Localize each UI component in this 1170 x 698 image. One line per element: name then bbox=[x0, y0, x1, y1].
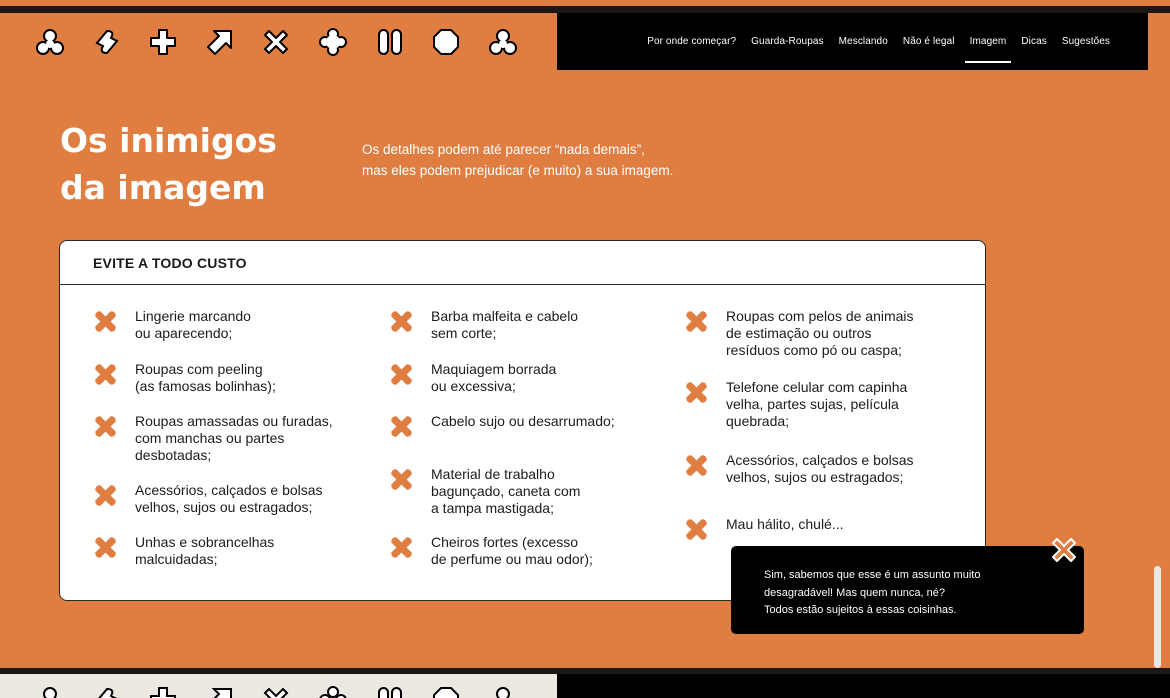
list-item-text: Cabelo sujo ou desarrumado; bbox=[431, 413, 615, 429]
next-section-icon-bar bbox=[36, 686, 545, 698]
arrow-icon bbox=[206, 686, 234, 698]
x-mark-icon bbox=[389, 467, 414, 492]
list-item bbox=[389, 308, 578, 342]
list-item-text: Material de trabalho bagunçado, caneta com a tampa mastigada; bbox=[431, 466, 581, 516]
nav-item-guarda-roupas[interactable]: Guarda-Roupas bbox=[751, 36, 824, 47]
list-item-text: Cheiros fortes (excesso de perfume ou mau odor); bbox=[431, 534, 593, 567]
x-mark-icon bbox=[93, 309, 118, 334]
nav-item-imagem[interactable]: Imagem bbox=[969, 36, 1007, 47]
arrow-icon bbox=[206, 28, 234, 56]
trefoil-icon bbox=[36, 686, 64, 698]
list-item-text: Acessórios, calçados e bolsas velhos, sujos ou estragados; bbox=[726, 452, 914, 485]
trefoil-icon bbox=[36, 28, 64, 56]
list-item-text: Roupas amassadas ou furadas, com manchas ou partes desbotadas; bbox=[135, 413, 333, 463]
list-item bbox=[684, 379, 907, 430]
octagon-icon bbox=[432, 28, 460, 56]
list-item bbox=[93, 308, 251, 342]
trefoil-icon bbox=[489, 28, 517, 56]
scrollbar-thumb[interactable] bbox=[1154, 566, 1161, 668]
list-item bbox=[389, 534, 593, 568]
decorative-icon-bar bbox=[0, 13, 557, 70]
list-item bbox=[684, 308, 914, 359]
main-nav bbox=[557, 13, 1148, 70]
list-item bbox=[389, 361, 556, 395]
x-mark-icon bbox=[684, 380, 709, 405]
list-item bbox=[684, 452, 914, 486]
swirl-icon bbox=[93, 686, 121, 698]
flower-icon bbox=[319, 686, 347, 698]
flower-icon bbox=[319, 28, 347, 56]
list-item-text: Roupas com peeling (as famosas bolinhas); bbox=[135, 361, 276, 394]
intro-text bbox=[362, 139, 782, 181]
list-item-text: Unhas e sobrancelhas malcuidadas; bbox=[135, 534, 275, 567]
list-item bbox=[389, 413, 615, 439]
list-item-text: Barba malfeita e cabelo sem corte; bbox=[431, 308, 579, 341]
card-heading: EVITE A TODO CUSTO bbox=[60, 241, 985, 285]
x-mark-icon bbox=[684, 453, 709, 478]
x-mark-icon bbox=[93, 362, 118, 387]
list-item bbox=[93, 482, 323, 516]
pause-icon bbox=[376, 28, 404, 56]
list-item-text: Lingerie marcando ou aparecendo; bbox=[135, 308, 251, 341]
pause-icon bbox=[376, 686, 404, 698]
intro-line-2: mas eles podem prejudicar (e muito) a sua imagem. bbox=[362, 163, 674, 178]
nav-item-por-onde-comecar[interactable]: Por onde começar? bbox=[647, 36, 737, 47]
list-item bbox=[684, 516, 844, 542]
plus-icon bbox=[149, 686, 177, 698]
page-title-line-2: da imagem bbox=[60, 168, 266, 207]
swirl-icon bbox=[93, 28, 121, 56]
nav-item-dicas[interactable]: Dicas bbox=[1021, 36, 1047, 47]
next-section-preview bbox=[0, 674, 557, 698]
list-item-text: Maquiagem borrada ou excessiva; bbox=[431, 361, 557, 394]
list-item-text: Telefone celular com capinha velha, partes sujas, película quebrada; bbox=[726, 379, 908, 429]
list-item bbox=[93, 413, 333, 464]
next-section-nav-preview bbox=[557, 674, 1170, 698]
x-mark-icon bbox=[93, 483, 118, 508]
list-item-text: Roupas com pelos de animais de estimação ou outros resíduos como pó ou caspa; bbox=[726, 308, 914, 358]
info-tooltip bbox=[731, 546, 1084, 634]
nav-item-mesclando[interactable]: Mesclando bbox=[838, 36, 888, 47]
nav-item-nao-e-legal[interactable]: Não é legal bbox=[902, 36, 955, 47]
x-cross-icon bbox=[262, 686, 290, 698]
x-mark-icon bbox=[389, 535, 414, 560]
list-item-text: Mau hálito, chulé... bbox=[726, 516, 844, 532]
tooltip-text: Sim, sabemos que esse é um assunto muito desagradável! Mas quem nunca, né? Todos estão sujeitos à essas coisinhas. bbox=[764, 569, 981, 616]
nav-item-sugestoes[interactable]: Sugestões bbox=[1061, 36, 1110, 47]
list-item-text: Acessórios, calçados e bolsas velhos, sujos ou estragados; bbox=[135, 482, 323, 515]
octagon-icon bbox=[432, 686, 460, 698]
x-mark-icon bbox=[93, 414, 118, 439]
x-mark-icon bbox=[684, 309, 709, 334]
x-mark-icon bbox=[93, 535, 118, 560]
intro-line-1: Os detalhes podem até parecer “nada demais”, bbox=[362, 142, 645, 157]
page-title bbox=[60, 117, 360, 211]
list-item bbox=[389, 466, 580, 517]
plus-icon bbox=[149, 28, 177, 56]
list-item bbox=[93, 534, 274, 568]
x-mark-icon bbox=[389, 362, 414, 387]
x-mark-icon bbox=[684, 517, 709, 542]
trefoil-icon bbox=[489, 686, 517, 698]
tooltip-x-icon[interactable] bbox=[1050, 536, 1078, 564]
x-cross-icon bbox=[262, 28, 290, 56]
x-mark-icon bbox=[389, 309, 414, 334]
top-dark-divider bbox=[0, 6, 1170, 13]
x-mark-icon bbox=[389, 414, 414, 439]
page-title-line-1: Os inimigos bbox=[60, 121, 277, 160]
list-item bbox=[93, 361, 276, 395]
